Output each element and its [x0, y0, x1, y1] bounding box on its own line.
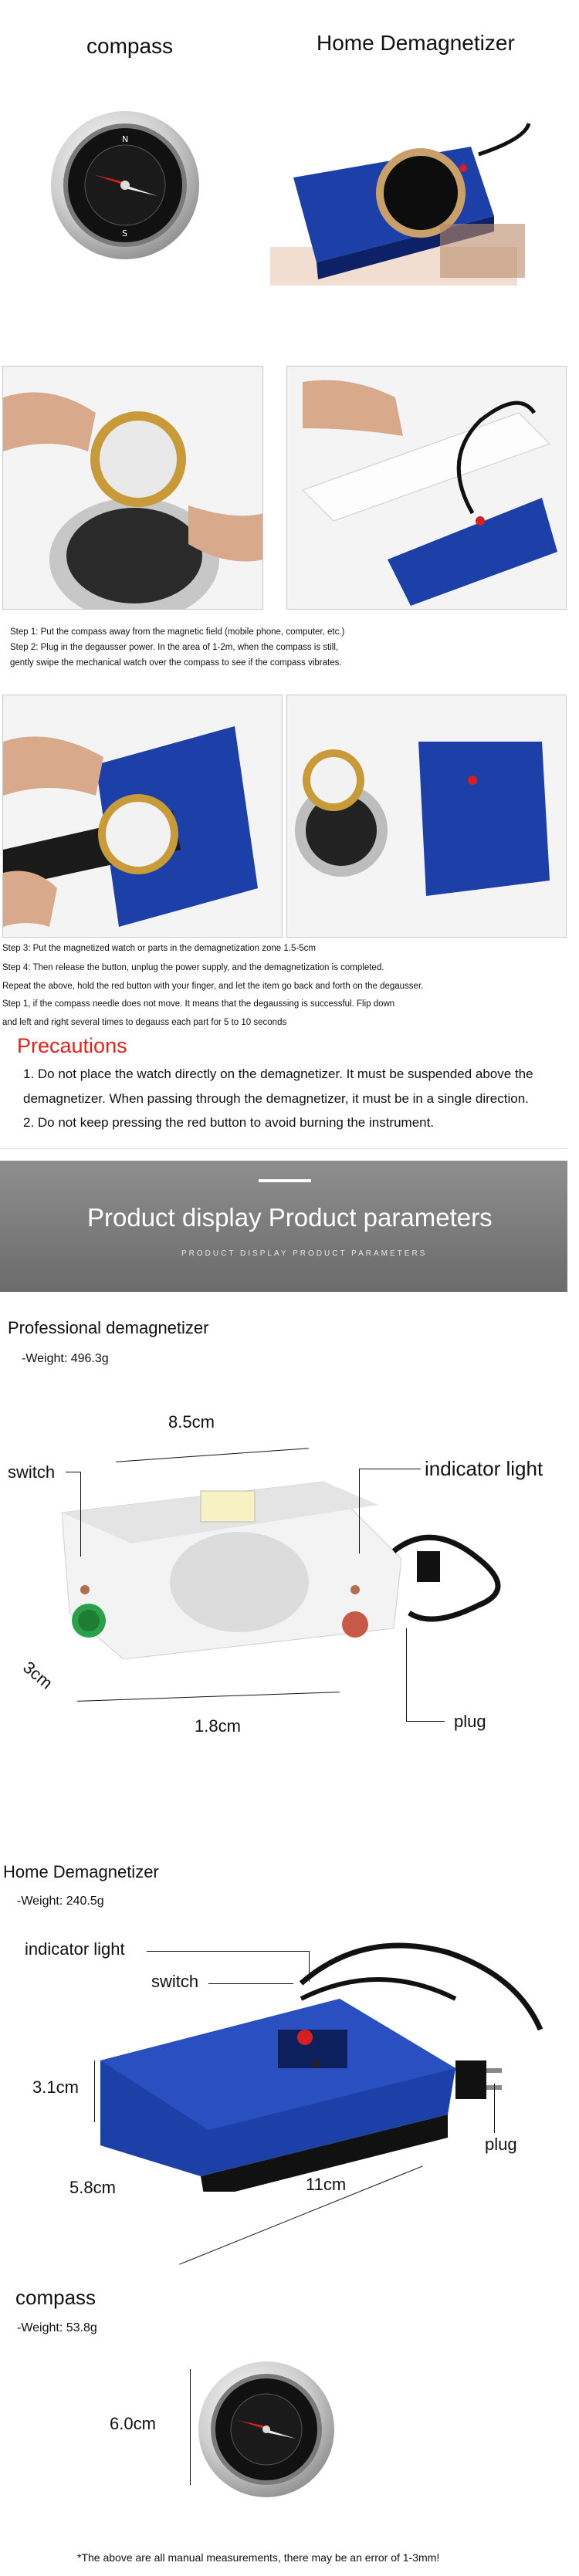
professional-indicator-vline [359, 1469, 360, 1553]
home-title: Home Demagnetizer [3, 1862, 159, 1881]
step-photo-4 [286, 695, 567, 938]
compass-heading: compass [86, 34, 174, 58]
precaution-item-1-cont: demagnetizer. When passing through the demagnetizer, it must be in a single direction. [23, 1091, 529, 1106]
banner-bar [259, 1179, 311, 1182]
precautions-title: Precautions [17, 1034, 127, 1057]
compass-large-image [197, 2360, 336, 2499]
professional-dim-depth: 3cm [19, 1657, 57, 1693]
professional-plug-pointer [406, 1721, 445, 1722]
professional-plug-vline [406, 1628, 407, 1721]
step-text-2: Step 2: Plug in the degausser power. In the area of 1-2m, when the compass is still, [10, 643, 339, 652]
step-text-7: Step 1, if the compass needle does not move. It means that the degaussing is successful. Flip down [2, 999, 395, 1009]
home-plug-vline [494, 2084, 495, 2133]
home-indicator-label: indicator light [25, 1939, 125, 1959]
professional-plug-label: plug [454, 1712, 486, 1731]
step-text-1: Step 1: Put the compass away from the magnetic field (mobile phone, computer, etc.) [10, 627, 345, 637]
home-demagnetizer-image [262, 108, 533, 293]
home-dim-height: 3.1cm [32, 2077, 79, 2097]
professional-height-line [77, 1692, 340, 1702]
professional-switch-label: switch [8, 1462, 56, 1482]
professional-dim-width: 8.5cm [168, 1412, 215, 1432]
compass-dim: 6.0cm [110, 2414, 156, 2433]
product-banner [0, 1161, 567, 1292]
home-plug-label: plug [485, 2135, 517, 2154]
professional-switch-vline [80, 1472, 81, 1557]
professional-indicator-label: indicator light [425, 1457, 543, 1480]
compass-title: compass [15, 2286, 96, 2309]
step-text-8: and left and right several times to degauss each part for 5 to 10 seconds [2, 1018, 287, 1027]
compass-dim-line [190, 2369, 191, 2485]
svg-text:N: N [122, 134, 129, 144]
step-photo-1 [2, 366, 263, 610]
home-weight: -Weight: 240.5g [17, 1895, 104, 1908]
home-demagnetizer-large-image [85, 1914, 548, 2192]
step-text-5: Step 4: Then release the button, unplug the power supply, and the demagnetization is completed. [2, 963, 384, 972]
compass-weight: -Weight: 53.8g [17, 2321, 97, 2334]
professional-weight: -Weight: 496.3g [22, 1352, 109, 1365]
divider [0, 1148, 567, 1149]
compass-image [48, 108, 202, 262]
home-demagnetizer-heading: Home Demagnetizer [317, 31, 515, 55]
step-text-6: Repeat the above, hold the red button with your finger, and let the item go back and forth on the degausser. [2, 982, 424, 991]
professional-demagnetizer-image [46, 1459, 540, 1659]
home-dim-depth: 5.8cm [69, 2178, 116, 2197]
professional-title: Professional demagnetizer [8, 1318, 209, 1337]
step-text-4: Step 3: Put the magnetized watch or parts in the demagnetization zone 1.5-5cm [2, 944, 316, 953]
step-photo-3 [2, 695, 283, 938]
professional-dim-height: 1.8cm [195, 1716, 241, 1736]
banner-subtitle: PRODUCT DISPLAY PRODUCT PARAMETERS [181, 1249, 428, 1258]
precaution-item-1: 1. Do not place the watch directly on the demagnetizer. It must be suspended above the [23, 1067, 533, 1081]
home-switch-label: switch [151, 1972, 199, 1991]
home-height-vline [94, 2060, 95, 2122]
svg-text:S: S [122, 228, 127, 238]
banner-title: Product display Product parameters [87, 1203, 493, 1232]
step-photo-2 [286, 366, 567, 610]
step-text-3: gently swipe the mechanical watch over the compass to see if the compass vibrates. [10, 658, 342, 668]
home-dim-length: 11cm [306, 2175, 347, 2194]
footnote: *The above are all manual measurements, there may be an error of 1-3mm! [77, 2551, 440, 2564]
precaution-item-2: 2. Do not keep pressing the red button to avoid burning the instrument. [23, 1115, 435, 1130]
